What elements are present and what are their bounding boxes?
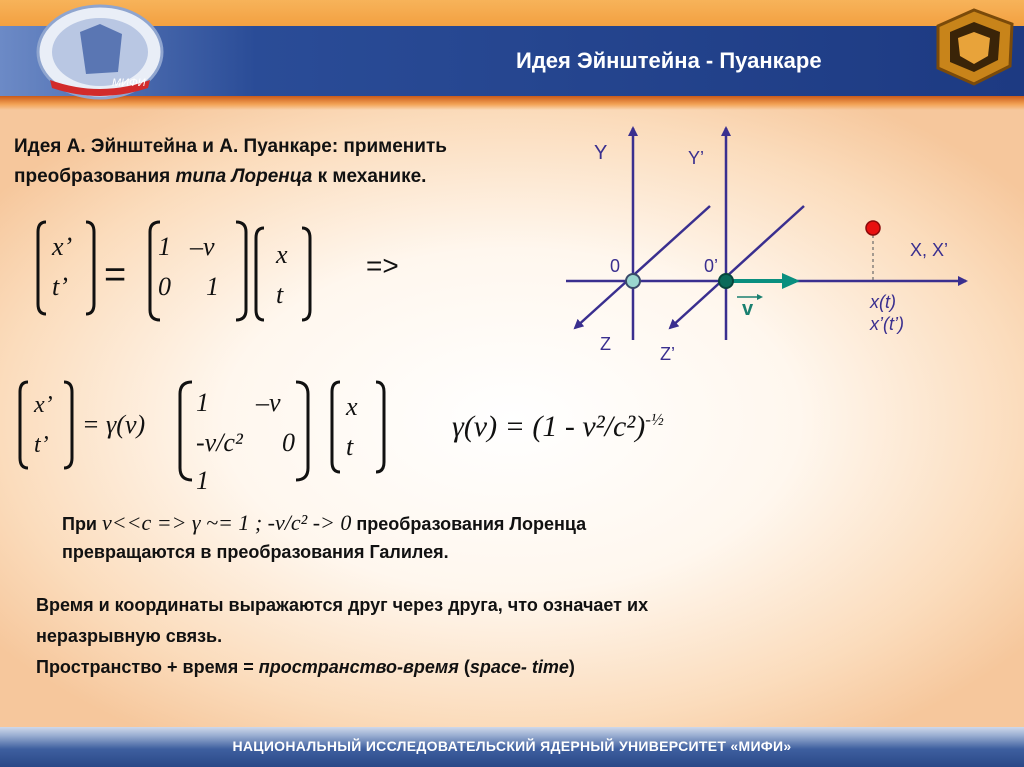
- eq2-rhs-t: t: [346, 432, 354, 461]
- limit-line2: превращаются в преобразования Галилея.: [62, 542, 449, 562]
- origin-dot: [626, 274, 640, 288]
- eq1-rhs-x: x: [276, 240, 288, 269]
- conclusion-line1: Время и координаты выражаются друг через друга, что означает их: [36, 595, 649, 615]
- eq1-rhs-t: t: [276, 280, 284, 309]
- v-overline-head: [757, 294, 763, 300]
- eq2-equals-gamma: = γ(v): [82, 410, 146, 439]
- eq2-m11: 1: [196, 388, 209, 417]
- label-y: Y: [594, 142, 608, 164]
- label-xt: x(t): [870, 292, 896, 312]
- label-z-prime: Z’: [660, 344, 675, 364]
- label-velocity: v: [742, 298, 754, 320]
- page-title: Идея Эйнштейна - Пуанкаре: [516, 48, 822, 73]
- conclusion-line3-italic: пространство-время: [258, 657, 459, 677]
- limit-suffix: преобразования Лоренца: [351, 514, 587, 534]
- eq2-lhs-t: t’: [34, 432, 49, 458]
- conclusion-line3-prefix: Пространство + время =: [36, 657, 259, 677]
- eq1-m22: 1: [206, 272, 219, 301]
- eq1-m11: 1: [158, 232, 171, 261]
- eq1-m12: –v: [190, 232, 215, 261]
- intro-line2-italic: типа Лоренца: [175, 166, 313, 187]
- intro-line2-prefix: преобразования: [14, 166, 176, 187]
- conclusion-line3-suffix: ): [568, 657, 575, 677]
- origin-prime-dot: [719, 274, 733, 288]
- eq1-implies: =>: [366, 250, 399, 281]
- eq1-lhs-t: t’: [52, 272, 68, 301]
- limit-math: v<<c => γ ~= 1 ; -v/c² -> 0: [102, 510, 352, 535]
- label-origin-prime: 0’: [704, 256, 719, 276]
- eq2-m21: -v/c²: [196, 428, 243, 457]
- label-y-prime: Y’: [688, 148, 705, 168]
- footer-text: НАЦИОНАЛЬНЫЙ ИССЛЕДОВАТЕЛЬСКИЙ ЯДЕРНЫЙ УНИВЕРСИТЕТ «МИФИ»: [232, 738, 792, 754]
- label-xt-prime: x’(t’): [870, 314, 904, 334]
- logo-text: МИФИ: [112, 77, 146, 89]
- eq2-rhs-x: x: [346, 392, 358, 421]
- label-x: X, X’: [910, 240, 949, 260]
- eq1-equals: =: [104, 254, 127, 296]
- limit-prefix: При: [62, 514, 102, 534]
- label-origin: 0: [610, 256, 621, 276]
- eq2-m12: –v: [256, 388, 281, 417]
- eq2-lhs-x: x’: [34, 392, 53, 418]
- intro-line1: Идея А. Эйнштейна и А. Пуанкаре: применить: [14, 136, 447, 157]
- moving-point: [866, 221, 880, 235]
- gamma-def-text: γ(v) = (1 - v²/c²): [452, 410, 646, 443]
- conclusion-line3-italic2: space- time: [469, 657, 569, 677]
- eq1-lhs-x: x’: [52, 232, 73, 261]
- conclusion-line3-mid: (: [458, 657, 470, 677]
- eq2-m22: 0: [282, 428, 295, 457]
- eq1-m21: 0: [158, 272, 171, 301]
- conclusion-line2: неразрывную связь.: [36, 626, 223, 646]
- gamma-exponent: -½: [645, 410, 664, 429]
- intro-line2-suffix: к механике.: [312, 166, 427, 187]
- label-z: Z: [600, 334, 611, 354]
- eq2-m31: 1: [196, 466, 209, 495]
